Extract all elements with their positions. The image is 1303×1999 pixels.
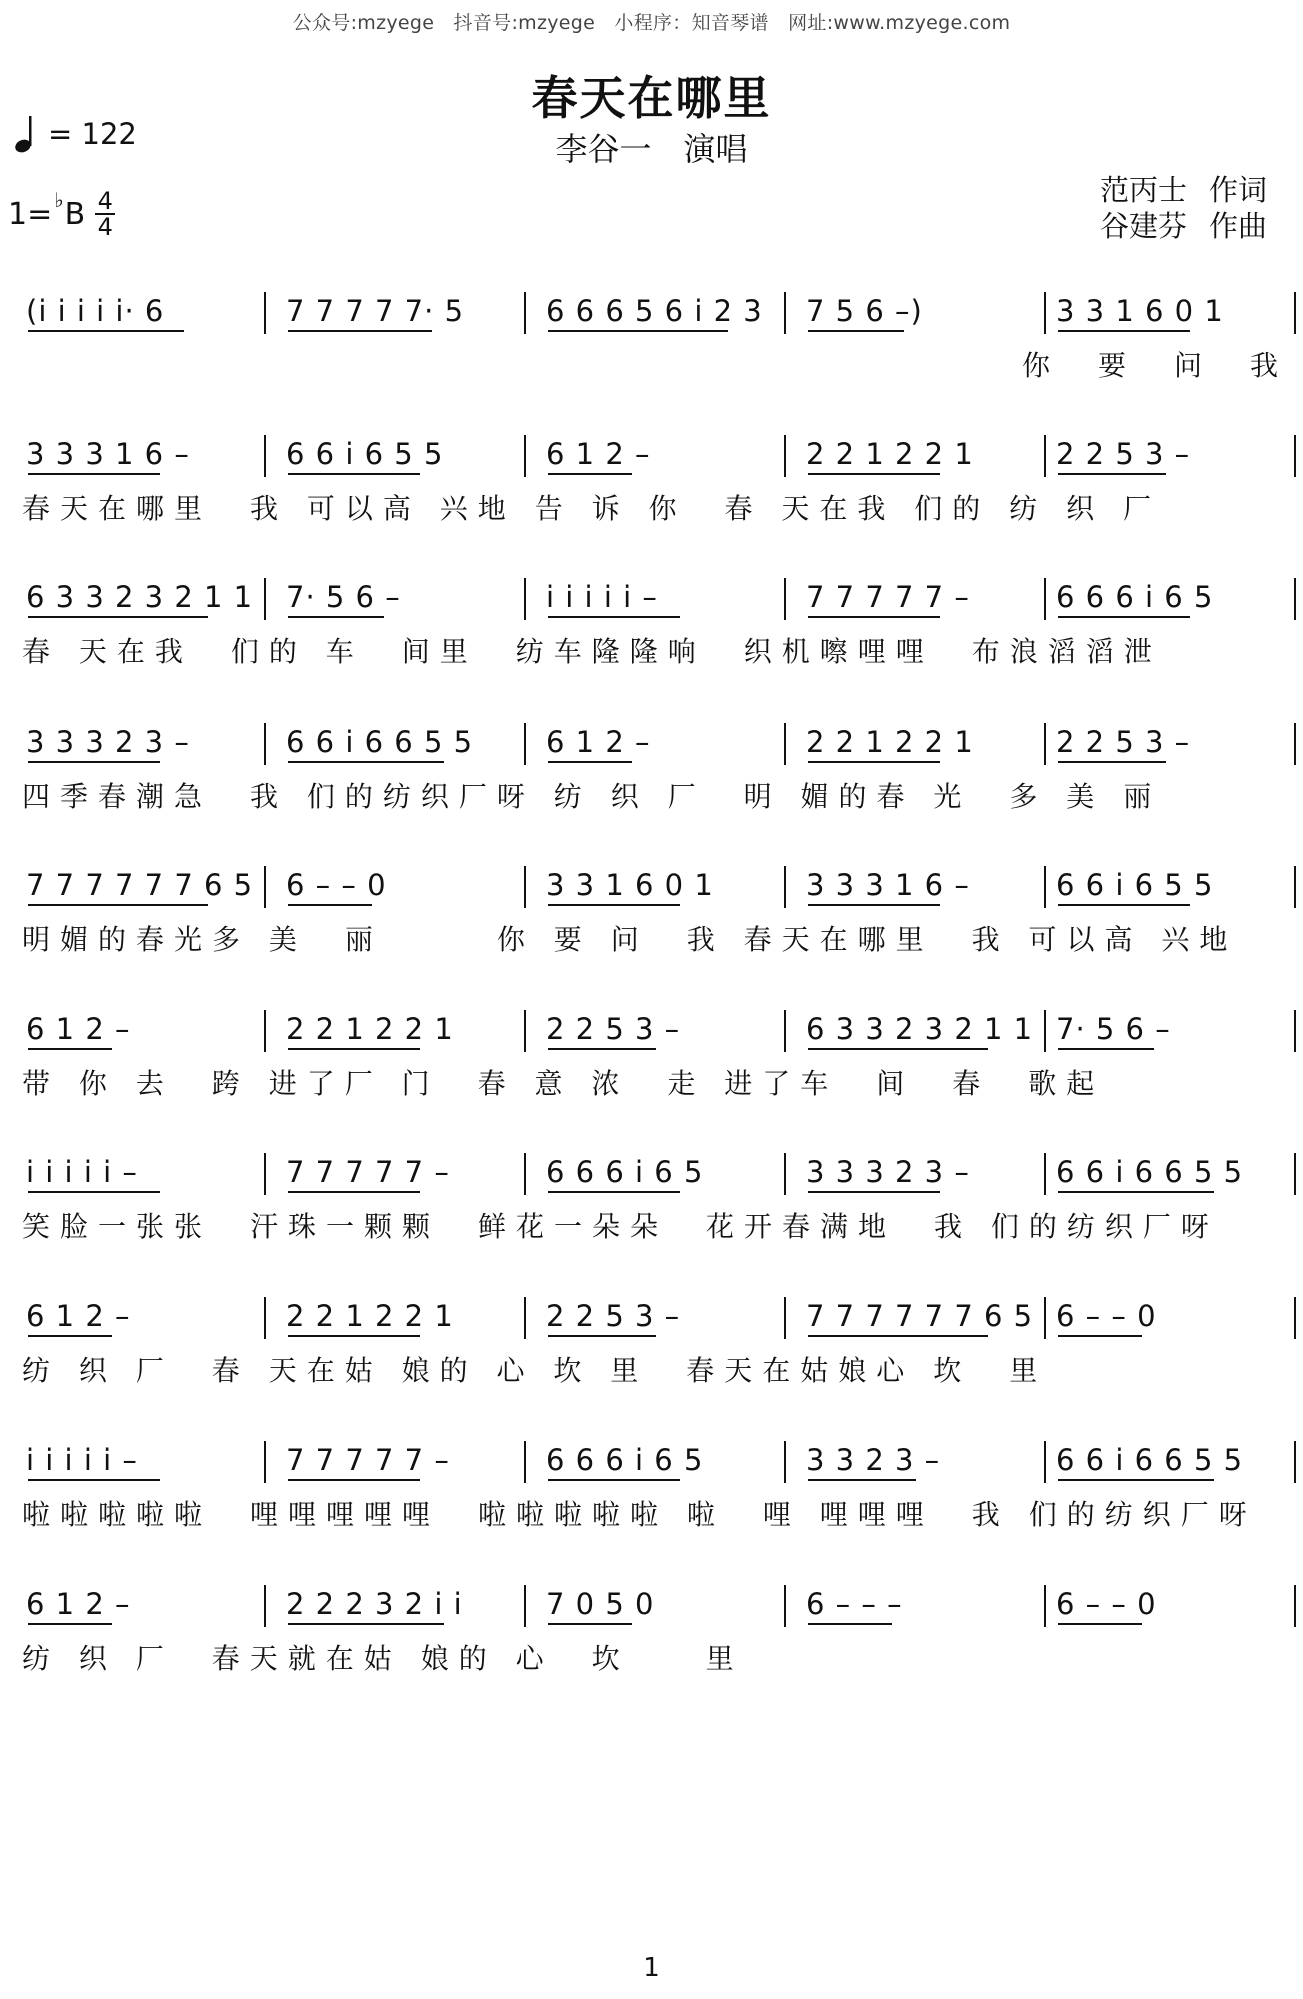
barline: [524, 1441, 526, 1483]
header-info: 公众号:mzyege 抖音号:mzyege 小程序：知音琴谱 网址:www.mzyege.com: [292, 12, 1011, 34]
beam-line: [288, 1191, 420, 1193]
measure: 6 6 i 6 6 5 5: [1056, 1155, 1244, 1189]
barline: [1294, 578, 1296, 620]
beam-line: [288, 1623, 444, 1625]
beam-line: [808, 1623, 892, 1625]
barline: [1044, 723, 1046, 765]
measure: 6 6 i 6 5 5: [1056, 868, 1214, 902]
measure: 2 2 5 3 –: [546, 1299, 681, 1333]
measure: 7 0 5 0: [546, 1587, 655, 1621]
beam-line: [28, 473, 160, 475]
measure: 2 2 1 2 2 1: [806, 725, 974, 759]
beam-line: [1058, 1623, 1142, 1625]
barline: [264, 723, 266, 765]
barline: [524, 723, 526, 765]
score-system: [22, 1010, 1292, 1110]
measure: (i i i i i· 6: [26, 294, 165, 328]
measure: i i i i i –: [26, 1443, 138, 1477]
barline: [1044, 435, 1046, 477]
measure: 7 7 7 7 7 7 6 5: [26, 868, 254, 902]
beam-line: [288, 1048, 420, 1050]
score-system: [22, 723, 1292, 823]
beam-line: [28, 616, 208, 618]
notation-line: [22, 866, 1292, 910]
notation-line: [22, 723, 1292, 767]
barline: [1044, 1153, 1046, 1195]
barline: [1044, 578, 1046, 620]
barline: [784, 292, 786, 334]
beam-line: [548, 1191, 680, 1193]
measure: 6 1 2 –: [26, 1299, 131, 1333]
lyrics-line: 啦啦啦啦啦 哩哩哩哩哩 啦啦啦啦啦 啦 哩 哩哩哩 我 们的纺织厂呀: [22, 1498, 1257, 1531]
quarter-note-icon: [14, 114, 36, 154]
barline: [264, 435, 266, 477]
score-system: [22, 1585, 1292, 1685]
barline: [784, 1441, 786, 1483]
measure: 2 2 5 3 –: [1056, 437, 1191, 471]
beam-line: [288, 616, 384, 618]
beam-line: [548, 1479, 680, 1481]
measure: 2 2 5 3 –: [546, 1012, 681, 1046]
measure: 7 5 6 –): [806, 294, 923, 328]
barline: [784, 1297, 786, 1339]
measure: 6 – – 0: [286, 868, 387, 902]
barline: [1294, 1153, 1296, 1195]
barline: [264, 1585, 266, 1627]
beam-line: [548, 616, 680, 618]
score-system: [22, 292, 1292, 392]
beam-line: [548, 330, 728, 332]
barline: [1044, 1010, 1046, 1052]
barline: [784, 866, 786, 908]
lyrics-line: 笑脸一张张 汗珠一颗颗 鲜花一朵朵 花开春满地 我 们的纺织厂呀: [22, 1210, 1219, 1243]
barline: [1294, 1441, 1296, 1483]
measure: 6 6 6 i 6 5: [546, 1155, 704, 1189]
key-prefix: 1=: [8, 196, 53, 232]
flat-sign: ♭: [54, 188, 64, 212]
measure: 6 – – 0: [1056, 1587, 1157, 1621]
barline: [524, 866, 526, 908]
measure: 7 7 7 7 7 7 6 5: [806, 1299, 1034, 1333]
barline: [1294, 1297, 1296, 1339]
measure: 3 3 3 1 6 –: [26, 437, 190, 471]
barline: [1294, 1010, 1296, 1052]
measure: 6 6 6 i 6 5: [1056, 580, 1214, 614]
measure: 6 3 3 2 3 2 1 1: [26, 580, 254, 614]
time-signature: [95, 187, 115, 241]
barline: [784, 723, 786, 765]
measure: 6 1 2 –: [26, 1012, 131, 1046]
singer-credit: 李谷一 演唱: [555, 130, 748, 168]
beam-line: [1058, 1479, 1214, 1481]
song-title: 春天在哪里: [531, 71, 772, 125]
page-number: 1: [643, 1953, 660, 1983]
barline: [1044, 1441, 1046, 1483]
measure: 6 – – 0: [1056, 1299, 1157, 1333]
measure: 6 6 6 5 6 i 2 3: [546, 294, 763, 328]
tempo-marking: [14, 114, 137, 154]
measure: 3 3 3 2 3 –: [26, 725, 190, 759]
notation-line: [22, 578, 1292, 622]
barline: [1044, 1585, 1046, 1627]
beam-line: [808, 1335, 988, 1337]
measure: 3 3 1 6 0 1: [546, 868, 714, 902]
measure: 2 2 2 3 2 i i: [286, 1587, 463, 1621]
notation-line: [22, 1010, 1292, 1054]
time-signature-bottom: 4: [97, 213, 113, 241]
beam-line: [28, 330, 184, 332]
lyrics-line: 明媚的春光多 美 丽 你 要 问 我 春天在哪里 我 可以高 兴地: [22, 923, 1238, 956]
barline: [524, 1585, 526, 1627]
measure: 3 3 3 2 3 –: [806, 1155, 970, 1189]
notation-line: [22, 1441, 1292, 1485]
beam-line: [28, 1048, 112, 1050]
beam-line: [288, 330, 432, 332]
beam-line: [1058, 761, 1166, 763]
beam-line: [28, 761, 160, 763]
notation-line: [22, 435, 1292, 479]
barline: [784, 1585, 786, 1627]
measure: 7 7 7 7 7 –: [286, 1443, 450, 1477]
beam-line: [1058, 1191, 1214, 1193]
lyrics-line: 纺 织 厂 春 天在姑 娘的 心 坎 里 春天在姑娘心 坎 里: [22, 1354, 1048, 1387]
barline: [264, 1297, 266, 1339]
beam-line: [808, 616, 940, 618]
beam-line: [1058, 1335, 1142, 1337]
beam-line: [28, 1479, 160, 1481]
barline: [264, 1153, 266, 1195]
beam-line: [548, 761, 632, 763]
barline: [1044, 1297, 1046, 1339]
beam-line: [548, 904, 680, 906]
beam-line: [288, 1479, 420, 1481]
barline: [1294, 723, 1296, 765]
beam-line: [288, 1335, 420, 1337]
beam-line: [548, 1623, 632, 1625]
measure: 7· 5 6 –: [1056, 1012, 1171, 1046]
measure: 3 3 1 6 0 1: [1056, 294, 1224, 328]
lyrics-line: 纺 织 厂 春天就在姑 娘的 心 坎 里: [22, 1642, 744, 1675]
lyrics-line: 你 要 问 我: [1022, 349, 1289, 382]
measure: i i i i i –: [26, 1155, 138, 1189]
beam-line: [1058, 904, 1190, 906]
beam-line: [808, 1191, 940, 1193]
measure: 7 7 7 7 7 –: [286, 1155, 450, 1189]
beam-line: [548, 1048, 656, 1050]
measure: 6 1 2 –: [546, 437, 651, 471]
beam-line: [808, 761, 940, 763]
barline: [264, 1010, 266, 1052]
measure: 7 7 7 7 7· 5: [286, 294, 465, 328]
barline: [524, 1153, 526, 1195]
beam-line: [808, 330, 904, 332]
score-system: [22, 1441, 1292, 1541]
lyrics-line: 春 天在我 们的 车 间里 纺车隆隆响 织机嚓哩哩 布浪滔滔泄: [22, 635, 1162, 668]
barline: [1294, 292, 1296, 334]
barline: [264, 578, 266, 620]
score-system: [22, 435, 1292, 535]
key-note: B: [64, 196, 86, 232]
measure: 6 3 3 2 3 2 1 1: [806, 1012, 1034, 1046]
barline: [1294, 435, 1296, 477]
barline: [784, 1153, 786, 1195]
notation-line: [22, 1585, 1292, 1629]
key-signature: [8, 187, 115, 241]
lyrics-line: 春天在哪里 我 可以高 兴地 告 诉 你 春 天在我 们的 纺 织 厂: [22, 492, 1162, 525]
barline: [524, 435, 526, 477]
measure: i i i i i –: [546, 580, 658, 614]
beam-line: [1058, 473, 1166, 475]
beam-line: [548, 473, 632, 475]
barline: [524, 292, 526, 334]
barline: [524, 578, 526, 620]
measure: 2 2 5 3 –: [1056, 725, 1191, 759]
beam-line: [808, 1048, 988, 1050]
measure: 6 6 i 6 6 5 5: [1056, 1443, 1244, 1477]
barline: [264, 866, 266, 908]
barline: [784, 1010, 786, 1052]
beam-line: [808, 473, 940, 475]
measure: 3 3 3 1 6 –: [806, 868, 970, 902]
time-signature-top: 4: [97, 187, 113, 215]
barline: [524, 1010, 526, 1052]
beam-line: [808, 1479, 916, 1481]
beam-line: [28, 1335, 112, 1337]
beam-line: [28, 1623, 112, 1625]
credits: [1100, 172, 1267, 244]
score-system: [22, 1153, 1292, 1253]
barline: [784, 435, 786, 477]
score-system: [22, 866, 1292, 966]
measure: 6 6 i 6 5 5: [286, 437, 444, 471]
beam-line: [808, 904, 940, 906]
lyrics-line: 四季春潮急 我 们的纺织厂呀 纺 织 厂 明 媚的春 光 多 美 丽: [22, 780, 1162, 813]
barline: [264, 292, 266, 334]
measure: 7 7 7 7 7 –: [806, 580, 970, 614]
score-system: [22, 1297, 1292, 1397]
measure: 2 2 1 2 2 1: [286, 1012, 454, 1046]
beam-line: [1058, 616, 1190, 618]
composer-credit: 谷建芬 作曲: [1100, 209, 1268, 243]
barline: [264, 1441, 266, 1483]
lyricist-credit: 范丙士 作词: [1100, 173, 1268, 207]
beam-line: [548, 1335, 656, 1337]
measure: 2 2 1 2 2 1: [286, 1299, 454, 1333]
barline: [1044, 292, 1046, 334]
measure: 6 6 6 i 6 5: [546, 1443, 704, 1477]
measure: 6 – – –: [806, 1587, 903, 1621]
measure: 6 1 2 –: [26, 1587, 131, 1621]
barline: [1294, 1585, 1296, 1627]
beam-line: [288, 761, 444, 763]
measure: 6 6 i 6 6 5 5: [286, 725, 474, 759]
beam-line: [288, 473, 420, 475]
measure: 2 2 1 2 2 1: [806, 437, 974, 471]
barline: [784, 578, 786, 620]
measure: 6 1 2 –: [546, 725, 651, 759]
measure: 7· 5 6 –: [286, 580, 401, 614]
barline: [524, 1297, 526, 1339]
beam-line: [1058, 330, 1190, 332]
barline: [1294, 866, 1296, 908]
beam-line: [1058, 1048, 1154, 1050]
tempo-value: = 122: [48, 117, 137, 151]
beam-line: [28, 1191, 160, 1193]
lyrics-line: 带 你 去 跨 进了厂 门 春 意 浓 走 进了车 间 春 歌起: [22, 1067, 1105, 1100]
notation-line: [22, 1153, 1292, 1197]
beam-line: [288, 904, 372, 906]
barline: [1044, 866, 1046, 908]
measure: 3 3 2 3 –: [806, 1443, 941, 1477]
notation-line: [22, 1297, 1292, 1341]
notation-line: [22, 292, 1292, 336]
beam-line: [28, 904, 208, 906]
score-system: [22, 578, 1292, 678]
